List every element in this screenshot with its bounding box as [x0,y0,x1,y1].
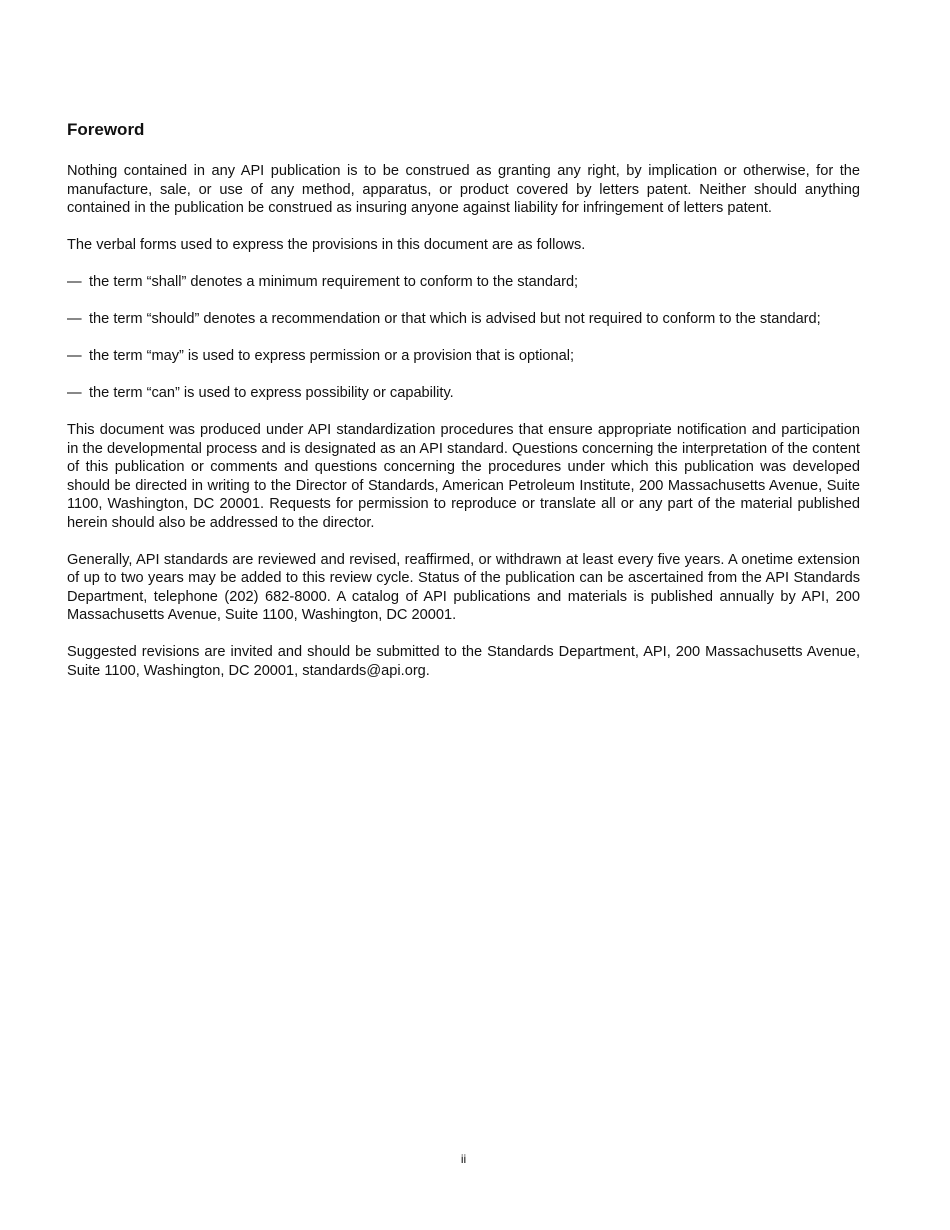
verbal-forms-intro-paragraph: The verbal forms used to express the provisions in this document are as follows. [67,237,586,253]
list-item-can [67,384,860,403]
list-item-text: the term “shall” denotes a minimum requirement to conform to the standard; [89,274,579,290]
document-body [67,119,860,699]
list-item-text: the term “should” denotes a recommendation or that which is advised but not required to conform to the standard; [89,311,821,327]
list-item-text: the term “may” is used to express permission or a provision that is optional; [89,348,575,364]
em-dash-bullet: — [67,311,82,327]
patent-disclaimer-paragraph: Nothing contained in any API publication is to be construed as granting any right, by implication or otherwise, for the manufacture, sale, or use of any method, apparatus, or product covered by letters patent. Neither should anything contained in the publication be construed as insuring anyone against liability for infringement of letters patent. [67,163,860,216]
list-item-text: the term “can” is used to express possibility or capability. [89,385,454,401]
suggested-revisions-paragraph: Suggested revisions are invited and should be submitted to the Standards Department, API, 200 Massachusetts Avenue, Suite 1100, Washington, DC 20001, standards@api.org. [67,644,860,679]
review-cycle-paragraph: Generally, API standards are reviewed and revised, reaffirmed, or withdrawn at least every five years. A onetime extension of up to two years may be added to this review cycle. Status of the publication can be ascertained from the API Standards Department, telephone (202) 682-8000. A catalog of API publications and materials is published annually by API, 200 Massachusetts Avenue, Suite 1100, Washington, DC 20001. [67,551,860,623]
page-number: ii [460,1152,467,1166]
list-item-shall [67,273,860,292]
list-item-should [67,310,860,329]
em-dash-bullet: — [67,274,82,290]
list-item-may [67,347,860,366]
em-dash-bullet: — [67,385,82,401]
standardization-procedures-paragraph: This document was produced under API standardization procedures that ensure appropriate notification and participation in the developmental process and is designated as an API standard. Questions concerning the interpretation of the content of this publication or comments and questions concerning the procedures under which this publication was developed should be directed in writing to the Director of Standards, American Petroleum Institute, 200 Massachusetts Avenue, Suite 1100, Washington, DC 20001. Requests for permission to reproduce or translate all or any part of the material published herein should also be addressed to the director. [67,422,860,531]
em-dash-bullet: — [67,348,82,364]
page-title: Foreword [67,120,145,139]
